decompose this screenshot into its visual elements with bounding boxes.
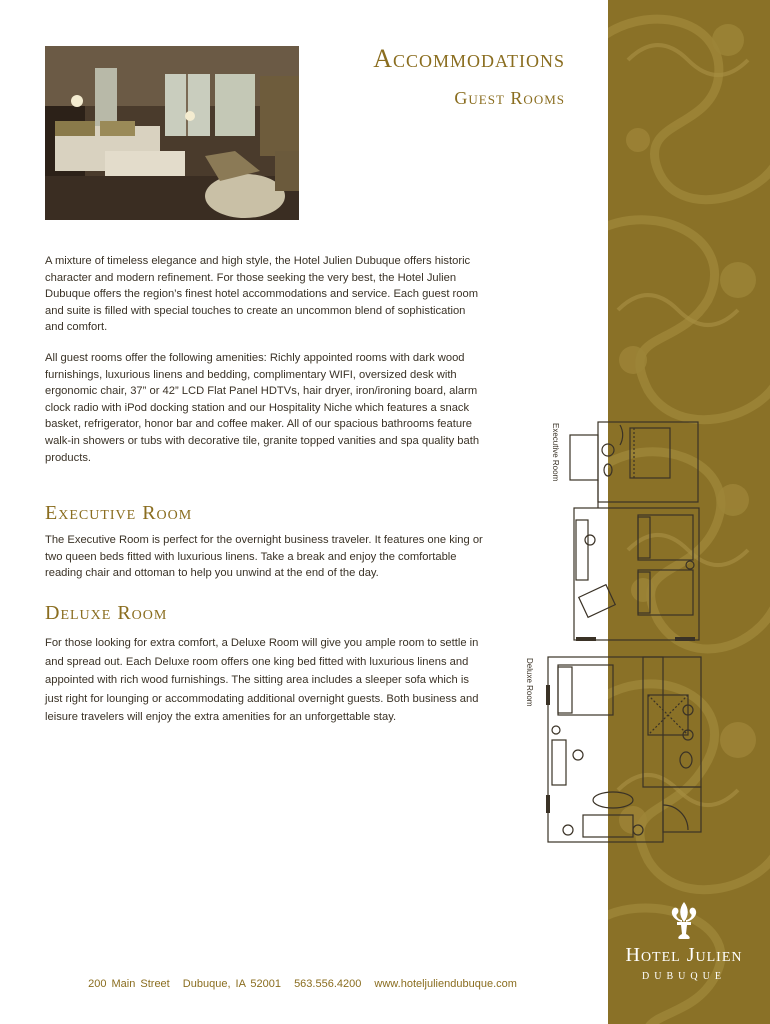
brand-city: DUBUQUE <box>642 971 726 982</box>
deluxe-room-text: For those looking for extra comfort, a Deluxe Room will give you ample room to settle in and spread out. Each Deluxe room offers one king bed fitted with luxurious linens and appointed with rich wood furnishings. The sitting area includes a sleeper sofa which is just right for lounging or accommodating additional overnight guests. Both business and leisure travelers will enjoy the extra amenities for an unforgettable stay. <box>45 637 479 723</box>
contact-footer <box>45 978 560 990</box>
executive-room-plan-label: Executive Room <box>551 423 560 482</box>
executive-room-heading: Executive Room <box>45 502 193 524</box>
executive-room-text: The Executive Room is perfect for the overnight business traveler. It features one king or two queen beds fitted with luxurious linens. Take a break and enjoy the comfortable reading chair and ottoman to help you unwind at the end of the day. <box>45 534 483 580</box>
hotel-logo <box>598 900 770 982</box>
page-subtitle: Guest Rooms <box>454 88 565 108</box>
brand-name: Hotel Julien <box>625 944 743 966</box>
executive-room-floor-plan <box>560 420 710 650</box>
footer-city: Dubuque, IA 52001 <box>182 978 281 990</box>
footer-website-link[interactable]: www.hoteljuliendubuque.com <box>374 978 517 990</box>
intro-paragraph-2: All guest rooms offer the following amenities: Richly appointed rooms with dark wood furnishings, luxurious linens and bedding, complimentary WIFI, oversized desk with ergonomic chair, 37” or 42” LCD Flat Panel HDTVs, hair dryer, iron/ironing board, alarm clock radio with iPod docking station and our Hospitality Niche which features a snack basket, refrigerator, honor bar and coffee maker. All of our spacious bathrooms feature walk-in showers or tubs with decorative tile, granite topped vanities and spa quality bath products. <box>45 352 480 464</box>
intro-paragraph-1: A mixture of timeless elegance and high style, the Hotel Julien Dubuque offers historic character and modern refinement. For those seeking the very best, the Hotel Julien Dubuque offers the region’s finest hotel accommodations and service. Each guest room and suite is filled with special touches to create an uncommon blend of sophistication and comfort. <box>45 255 479 334</box>
deluxe-room-floor-plan <box>538 655 708 850</box>
fleur-de-lis-icon <box>669 900 699 940</box>
footer-phone: 563.556.4200 <box>294 978 362 990</box>
deluxe-room-heading: Deluxe Room <box>45 602 168 624</box>
page-title: Accommodations <box>373 44 565 73</box>
deluxe-room-plan-label: Deluxe Room <box>525 658 534 707</box>
footer-address: 200 Main Street <box>88 978 170 990</box>
guest-room-photo <box>45 46 299 220</box>
